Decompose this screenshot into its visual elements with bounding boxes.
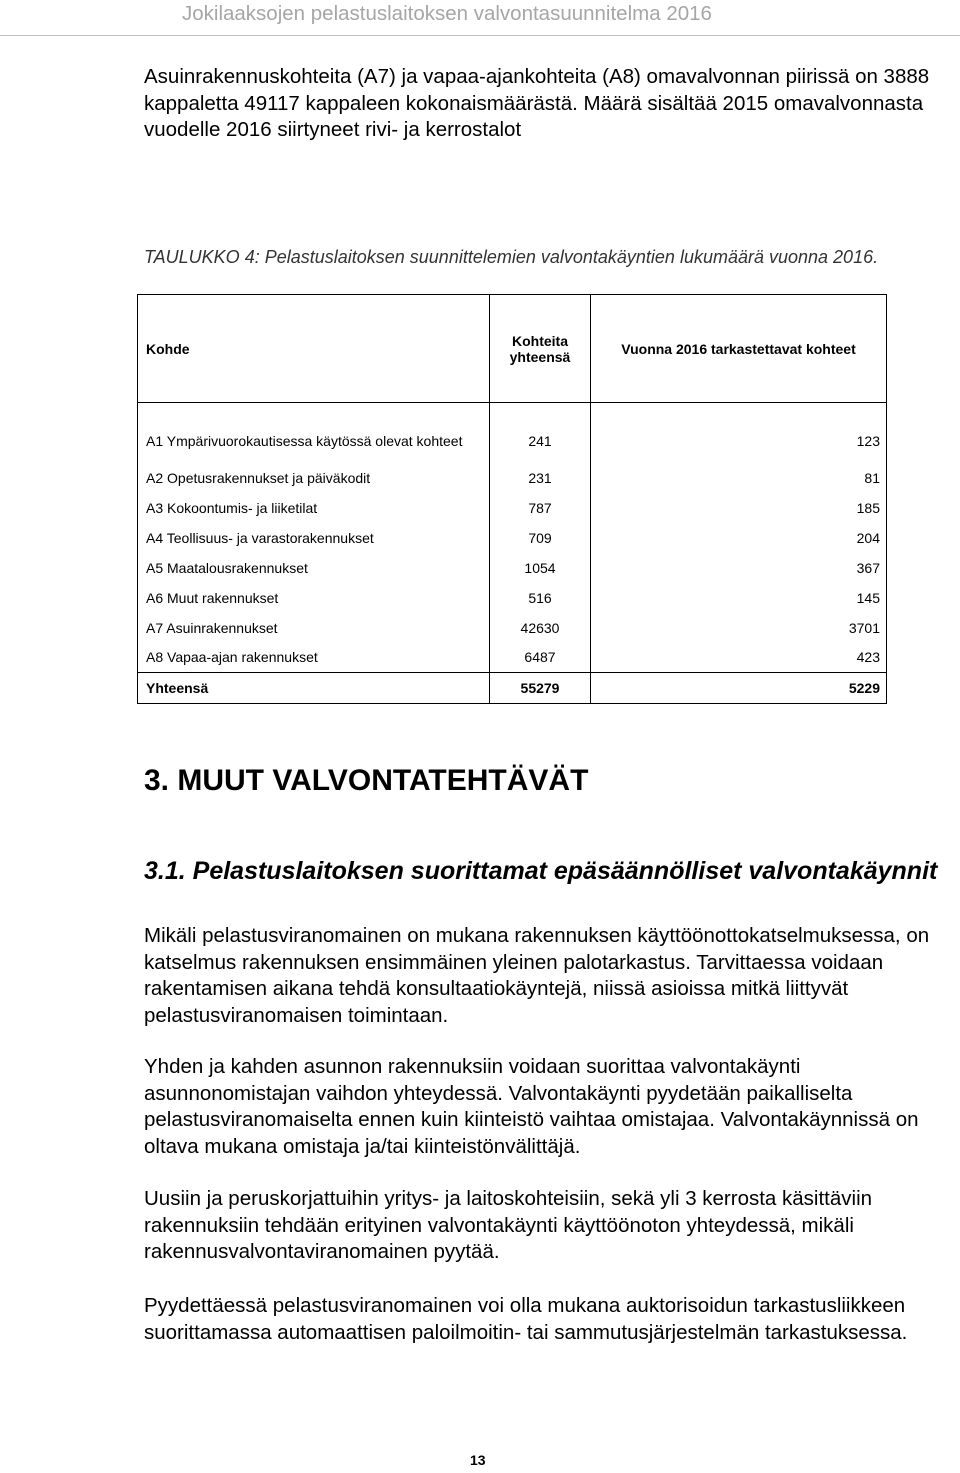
- cell-inspected: 81: [591, 463, 887, 493]
- table-caption: TAULUKKO 4: Pelastuslaitoksen suunnittelemien valvontakäyntien lukumäärä vuonna 2016.: [144, 247, 879, 267]
- header-kohde: Kohde: [138, 295, 490, 403]
- cell-inspected: 423: [591, 643, 887, 673]
- cell-kohde: A5 Maatalousrakennukset: [138, 553, 490, 583]
- cell-kohde: A1 Ympärivuorokautisessa käytössä olevat kohteet: [138, 403, 490, 463]
- table-total-row: [138, 673, 887, 704]
- cell-total: 1054: [490, 553, 591, 583]
- cell-inspected: 185: [591, 493, 887, 523]
- cell-inspected: 204: [591, 523, 887, 553]
- table-header-row: [138, 295, 887, 403]
- cell-inspected: 145: [591, 583, 887, 613]
- intro-paragraph: Asuinrakennuskohteita (A7) ja vapaa-ajankohteita (A8) omavalvonnan piirissä on 3888 kappaletta 49117 kappaleen kokonaismäärästä. Määrä sisältää 2015 omavalvonnasta vuodelle 2016 siirtyneet rivi- ja kerrostalot: [144, 65, 930, 141]
- table-row: [138, 613, 887, 643]
- table-row: [138, 493, 887, 523]
- cell-kohde: A7 Asuinrakennukset: [138, 613, 490, 643]
- header-kohteita-yhteensa: Kohteita yhteensä: [490, 295, 591, 403]
- cell-total-label: Yhteensä: [138, 673, 490, 704]
- page-number: 13: [470, 1452, 486, 1468]
- cell-total: 787: [490, 493, 591, 523]
- cell-total: 241: [490, 403, 591, 463]
- header-rule: [0, 35, 960, 36]
- inspection-table: [137, 294, 887, 704]
- section-heading: 3. MUUT VALVONTATEHTÄVÄT: [144, 764, 589, 797]
- body-paragraph: Uusiin ja peruskorjattuihin yritys- ja laitoskohteisiin, sekä yli 3 kerrosta käsittäviin rakennuksiin tehdään erityinen valvontakäynti käyttöönoton yhteydessä, mikäli rakennusvalvontaviranomainen pyytää.: [144, 1187, 873, 1263]
- header-tarkastettavat: Vuonna 2016 tarkastettavat kohteet: [591, 295, 887, 403]
- table-row: [138, 553, 887, 583]
- cell-total: 709: [490, 523, 591, 553]
- cell-total: 516: [490, 583, 591, 613]
- body-paragraph: Mikäli pelastusviranomainen on mukana rakennuksen käyttöönottokatselmuksessa, on katselmus rakennuksen ensimmäinen yleinen palotarkastus. Tarvittaessa voidaan rakentamisen aikana tehdä konsultaatiokäyntejä, niissä asioissa mitkä liittyvät pelastusviranomaisen toimintaan.: [144, 924, 930, 1027]
- body-paragraph: Pyydettäessä pelastusviranomainen voi olla mukana auktorisoidun tarkastusliikkeen suorittamassa automaattisen paloilmoitin- tai sammutusjärjestelmän tarkastuksessa.: [144, 1294, 908, 1344]
- cell-grand-inspected: 5229: [591, 673, 887, 704]
- subsection-heading: 3.1. Pelastuslaitoksen suorittamat epäsäännölliset valvontakäynnit: [144, 857, 938, 885]
- cell-total: 42630: [490, 613, 591, 643]
- cell-total: 231: [490, 463, 591, 493]
- running-header: Jokilaaksojen pelastuslaitoksen valvontasuunnitelma 2016: [182, 2, 712, 25]
- table-row: [138, 583, 887, 613]
- cell-kohde: A8 Vapaa-ajan rakennukset: [138, 643, 490, 673]
- cell-kohde: A2 Opetusrakennukset ja päiväkodit: [138, 463, 490, 493]
- table-row: [138, 403, 887, 463]
- body-paragraph: Yhden ja kahden asunnon rakennuksiin voidaan suorittaa valvontakäynti asunnonomistajan vaihdon yhteydessä. Valvontakäynti pyydetään paikalliselta pelastusviranomaiselta ennen kuin kiinteistö vaihtaa omistajaa. Valvontakäynnissä on oltava mukana omistaja ja/tai kiinteistönvälittäjä.: [144, 1055, 919, 1158]
- cell-kohde: A3 Kokoontumis- ja liiketilat: [138, 493, 490, 523]
- table-row: [138, 463, 887, 493]
- cell-inspected: 3701: [591, 613, 887, 643]
- cell-grand-total: 55279: [490, 673, 591, 704]
- cell-total: 6487: [490, 643, 591, 673]
- table-row: [138, 523, 887, 553]
- cell-inspected: 367: [591, 553, 887, 583]
- cell-kohde: A6 Muut rakennukset: [138, 583, 490, 613]
- table-row: [138, 643, 887, 673]
- cell-inspected: 123: [591, 403, 887, 463]
- cell-kohde: A4 Teollisuus- ja varastorakennukset: [138, 523, 490, 553]
